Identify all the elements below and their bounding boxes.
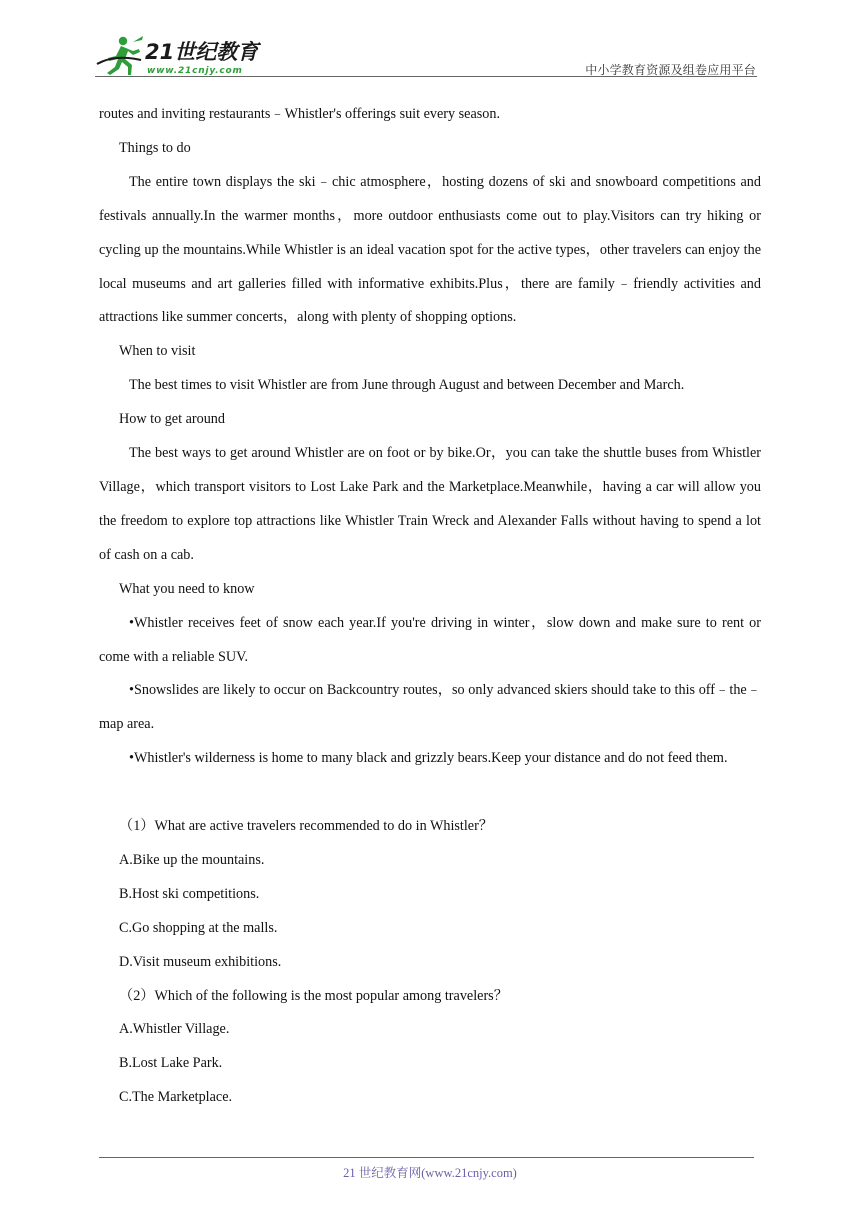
paragraph-when: The best times to visit Whistler are from June through August and between December and March.	[129, 377, 685, 394]
section-heading-things: Things to do	[119, 139, 191, 156]
logo-url: www.21cnjy.com	[147, 66, 243, 76]
q2-option-a: A.Whistler Village.	[119, 1021, 230, 1038]
q1-option-a: A.Bike up the mountains.	[119, 851, 265, 868]
paragraph-things: The entire town displays the ski﹣chic atmosphere，hosting dozens of ski and snowboard competitions and festivals annually.In the warmer months，more outdoor enthusiasts come out to play.Visitors can try hiking or cycling up the mountains.While Whistler is an ideal vacation spot for the active types，other travelers can enjoy the local museums and art galleries filled with informative exhibits.Plus，there are family﹣friendly activities and attractions like summer concerts，along with plenty of shopping options.	[99, 173, 761, 326]
q2-option-c: C.The Marketplace.	[119, 1089, 233, 1106]
q1-option-b: B.Host ski competitions.	[119, 885, 260, 902]
logo	[95, 34, 265, 76]
page-header	[95, 30, 760, 80]
q1-option-c: C.Go shopping at the malls.	[119, 919, 278, 936]
runner-icon	[97, 36, 143, 75]
bullet-bears: •Whistler's wilderness is home to many black and grizzly bears.Keep your distance and do not feed them.	[129, 750, 728, 767]
footer-divider	[99, 1157, 754, 1158]
spacer	[99, 776, 761, 810]
header-divider	[95, 76, 757, 77]
bullet-snow: •Whistler receives feet of snow each year.If you're driving in winter，slow down and make sure to rent or come with a reliable SUV.	[99, 614, 761, 665]
bullet-snowslides: •Snowslides are likely to occur on Backcountry routes，so only advanced skiers should take to this off﹣the﹣map area.	[99, 682, 761, 733]
paragraph-intro-end: routes and inviting restaurants﹣Whistler's offerings suit every season.	[99, 106, 501, 122]
question-1: （1）What are active travelers recommended to do in Whistler？	[119, 818, 493, 835]
logo-text: 21世纪教育	[145, 40, 259, 64]
question-2: （2）Which of the following is the most popular among travelers？	[119, 987, 508, 1004]
section-heading-need: What you need to know	[119, 580, 255, 597]
q1-option-d: D.Visit museum exhibitions.	[119, 953, 282, 970]
q2-option-b: B.Lost Lake Park.	[119, 1055, 223, 1072]
platform-name: 中小学教育资源及组卷应用平台	[585, 63, 756, 77]
document-body	[99, 98, 761, 1115]
section-heading-how: How to get around	[119, 411, 225, 428]
footer-text[interactable]: 21 世纪教育网(www.21cnjy.com)	[343, 1166, 517, 1180]
paragraph-how: The best ways to get around Whistler are on foot or by bike.Or，you can take the shuttle buses from Whistler Village，which transport visitors to Lost Lake Park and the Marketplace.Meanwhile，having a car will allow you the freedom to explore top attractions like Whistler Train Wreck and Alexander Falls without having to spend a lot of cash on a cab.	[99, 445, 761, 563]
section-heading-when: When to visit	[119, 343, 196, 360]
